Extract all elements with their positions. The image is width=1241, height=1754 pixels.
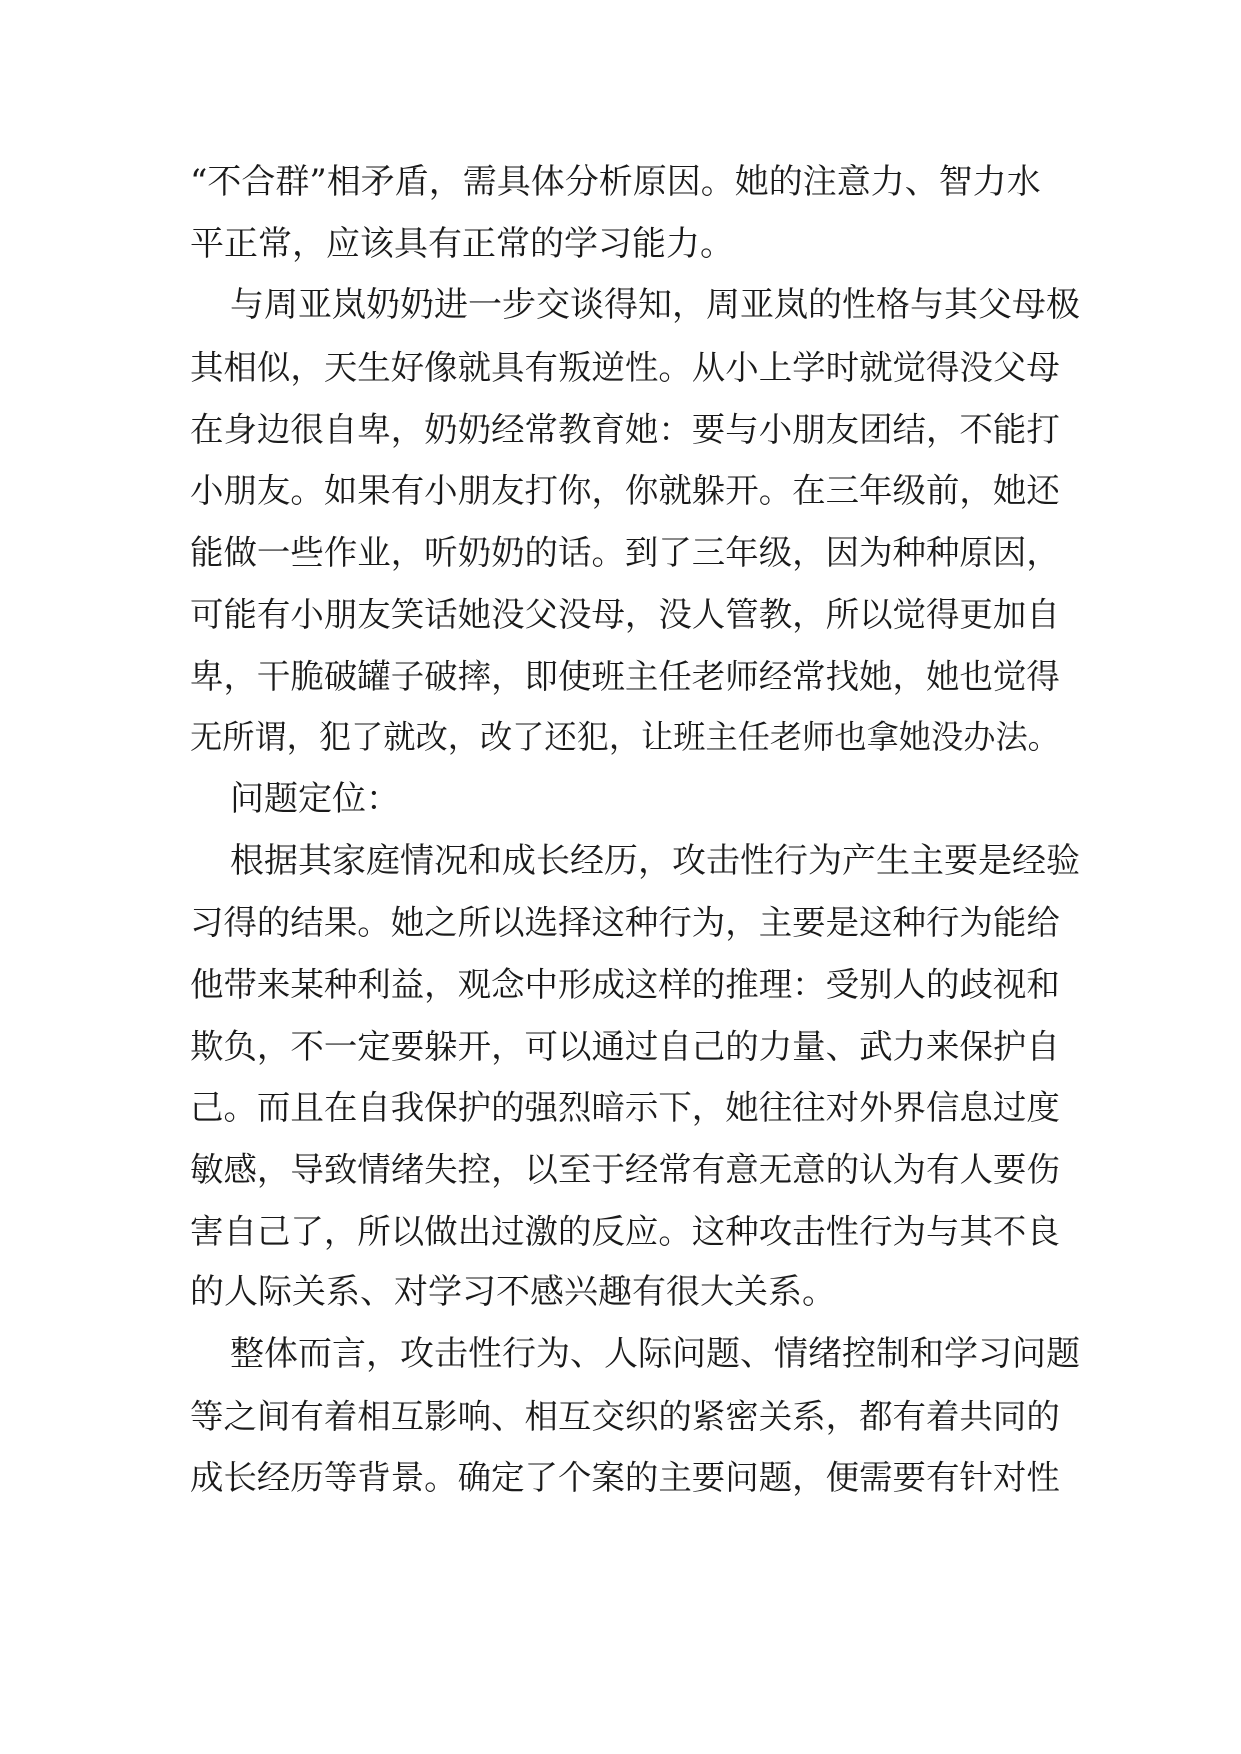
text-line: 可能有小朋友笑话她没父没母，没人管教，所以觉得更加自 <box>190 594 1060 634</box>
text-line: 习得的结果。她之所以选择这种行为，主要是这种行为能给 <box>190 903 1060 943</box>
text-line: 的人际关系、对学习不感兴趣有很大关系。 <box>190 1272 836 1313</box>
text-line: “不合群”相矛盾，需具体分析原因。她的注意力、智力水 <box>190 162 1041 202</box>
text-line: 平正常，应该具有正常的学习能力。 <box>190 223 734 264</box>
text-line: 等之间有着相互影响、相互交织的紧密关系，都有着共同的 <box>190 1396 1060 1436</box>
document-body <box>190 152 1080 1509</box>
text-line: 卑，干脆破罐子破摔，即使班主任老师经常找她，她也觉得 <box>190 656 1060 696</box>
text-line: 与周亚岚奶奶进一步交谈得知，周亚岚的性格与其父母极 <box>230 285 1080 326</box>
text-line: 害自己了，所以做出过激的反应。这种攻击性行为与其不良 <box>190 1211 1060 1251</box>
text-line: 在身边很自卑，奶奶经常教育她：要与小朋友团结，不能打 <box>190 409 1060 449</box>
text-line: 整体而言，攻击性行为、人际问题、情绪控制和学习问题 <box>230 1334 1080 1375</box>
text-line: 敏感，导致情绪失控，以至于经常有意无意的认为有人要伤 <box>190 1150 1060 1189</box>
section-heading: 问题定位： <box>230 778 400 819</box>
text-line: 无所谓，犯了就改，改了还犯，让班主任老师也拿她没办法。 <box>190 718 1060 757</box>
text-line: 己。而且在自我保护的强烈暗示下，她往往对外界信息过度 <box>190 1088 1060 1128</box>
text-line: 根据其家庭情况和成长经历，攻击性行为产生主要是经验 <box>230 840 1080 881</box>
text-line: 欺负，不一定要躲开，可以通过自己的力量、武力来保护自 <box>190 1026 1060 1066</box>
text-line: 成长经历等背景。确定了个案的主要问题，便需要有针对性 <box>190 1458 1060 1498</box>
text-line: 能做一些作业，听奶奶的话。到了三年级，因为种种原因， <box>190 533 1060 573</box>
text-line: 他带来某种利益，观念中形成这样的推理：受别人的歧视和 <box>190 964 1060 1004</box>
text-line: 小朋友。如果有小朋友打你，你就躲开。在三年级前，她还 <box>190 471 1060 511</box>
text-line: 其相似，天生好像就具有叛逆性。从小上学时就觉得没父母 <box>190 348 1060 388</box>
